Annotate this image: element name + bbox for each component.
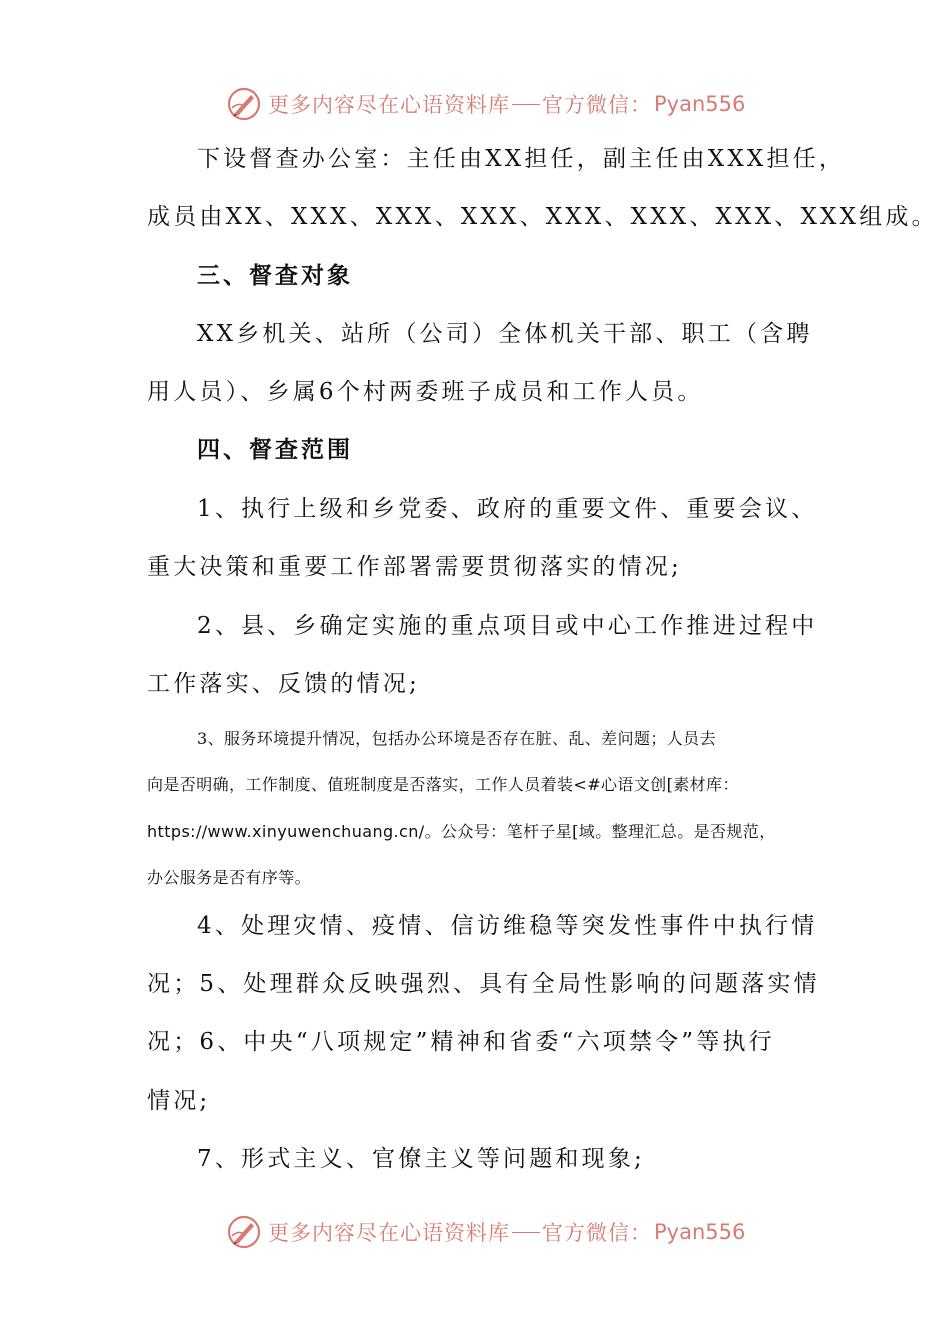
- item-1-line-1: 1、执行上级和乡党委、政府的重要文件、重要会议、: [197, 496, 818, 522]
- watermark-dash: [512, 1232, 540, 1233]
- item-3-line-4: 办公服务是否有序等。: [147, 868, 312, 887]
- item-4-line-3: 况；6、中央“八项规定”精神和省委“六项禁令”等执行: [147, 1029, 775, 1055]
- watermark-separator: 官方微信：: [542, 93, 652, 117]
- office-line-1: 下设督查办公室：主任由XX担任，副主任由XXX担任，: [197, 146, 846, 172]
- item-3-line-3-rest: 。公众号：笔杆子星[域。整理汇总。是否规范，: [424, 822, 776, 841]
- pen-logo-icon: [226, 86, 262, 122]
- target-line-1: XX乡机关、站所（公司）全体机关干部、职工（含聘: [197, 321, 813, 347]
- item-4-line-1: 4、处理灾情、疫情、信访维稳等突发性事件中执行情: [197, 913, 818, 939]
- watermark-text: 更多内容尽在心语资料库: [268, 1221, 510, 1245]
- section-heading-4: 四、督查范围: [197, 436, 353, 463]
- watermark-separator: 官方微信：: [542, 1221, 652, 1245]
- item-3-line-1: 3、服务环境提升情况，包括办公环境是否存在脏、乱、差问题；人员去: [197, 729, 716, 748]
- target-line-2: 用人员）、乡属6个村两委班子成员和工作人员。: [147, 379, 704, 405]
- item-3-line-3: [147, 820, 776, 844]
- item-2-line-2: 工作落实、反馈的情况;: [147, 671, 420, 697]
- watermark-wechat-id: Pyan556: [654, 1220, 746, 1244]
- watermark-footer: [226, 1212, 745, 1252]
- item-4-line-4: 情况;: [147, 1088, 211, 1114]
- pen-logo-icon: [226, 1214, 262, 1250]
- item-7-line-1: 7、形式主义、官僚主义等问题和现象;: [197, 1146, 645, 1172]
- item-2-line-1: 2、县、乡确定实施的重点项目或中心工作推进过程中: [197, 613, 818, 639]
- section-heading-3: 三、督查对象: [197, 262, 353, 289]
- watermark-header: [226, 84, 745, 124]
- watermark-wechat-id: Pyan556: [654, 92, 746, 116]
- item-3-url: https://www.xinyuwenchuang.cn/: [147, 822, 425, 841]
- item-3-line-2: 向是否明确，工作制度、值班制度是否落实，工作人员着装<#心语文创[素材库：: [147, 775, 739, 794]
- watermark-dash: [512, 104, 540, 105]
- watermark-text: 更多内容尽在心语资料库: [268, 93, 510, 117]
- item-4-line-2: 况；5、处理群众反映强烈、具有全局性影响的问题落实情: [147, 971, 820, 997]
- item-1-line-2: 重大决策和重要工作部署需要贯彻落实的情况;: [147, 554, 682, 580]
- office-line-2: 成员由XX、XXX、XXX、XXX、XXX、XXX、XXX、XXX组成。: [147, 204, 938, 230]
